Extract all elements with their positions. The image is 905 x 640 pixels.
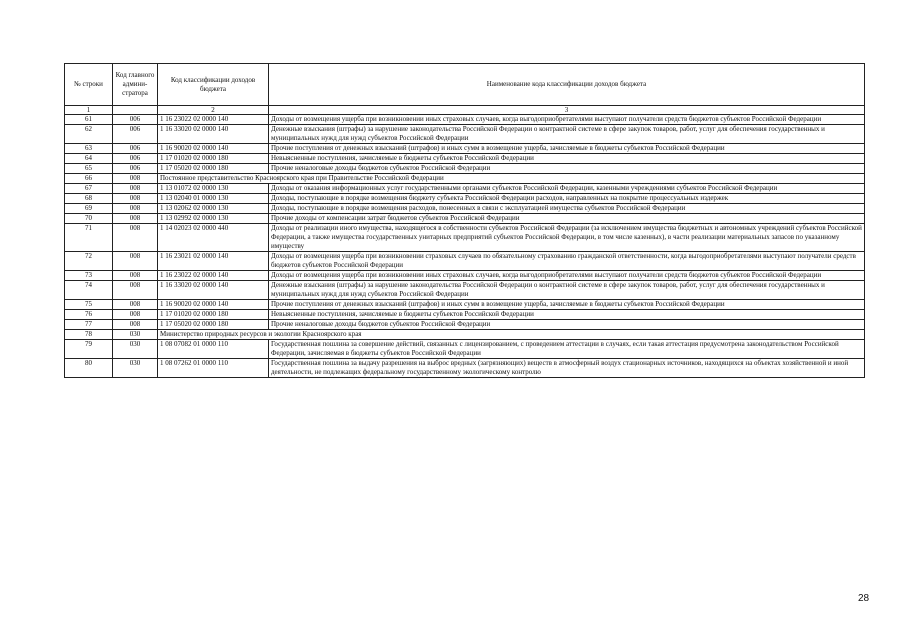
admin-code-cell: 006 (113, 115, 158, 125)
header-number-1: 1 (65, 106, 113, 115)
row-number-cell: 66 (65, 174, 113, 184)
header-number-2 (113, 106, 158, 115)
admin-code-cell: 008 (113, 271, 158, 281)
classification-name-cell: Доходы от возмещения ущерба при возникновении иных страховых случаев, когда выгодоприобретателями выступают получатели средств бюджетов субъектов Российской Федерации (269, 271, 865, 281)
classification-name-cell: Денежные взыскания (штрафы) за нарушение законодательства Российской Федерации о контрактной системе в сфере закупок товаров, работ, услуг для обеспечения государственных и муниципальных нужд для нужд субъектов Российской Федерации (269, 125, 865, 144)
table-row (65, 340, 865, 359)
table-row (65, 310, 865, 320)
row-number-cell: 62 (65, 125, 113, 144)
table-row (65, 224, 865, 252)
table-row (65, 184, 865, 194)
classification-name-cell: Доходы, поступающие в порядке возмещения расходов, понесенных в связи с эксплуатацией имущества субъектов Российской Федерации (269, 204, 865, 214)
row-number-cell: 80 (65, 359, 113, 378)
row-number-cell: 77 (65, 320, 113, 330)
table-row (65, 330, 865, 340)
classification-code-cell: 1 14 02023 02 0000 440 (158, 224, 269, 252)
administrator-name-cell: Министерство природных ресурсов и экологии Красноярского края (158, 330, 865, 340)
row-number-cell: 65 (65, 164, 113, 174)
classification-code-cell: 1 16 23022 02 0000 140 (158, 115, 269, 125)
header-admin-code: Код главного админи-стратора (113, 64, 158, 106)
classification-name-cell: Прочие поступления от денежных взысканий (штрафов) и иных сумм в возмещение ущерба, зачисляемые в бюджеты субъектов Российской Федерации (269, 300, 865, 310)
row-number-cell: 67 (65, 184, 113, 194)
classification-code-cell: 1 13 02040 01 0000 130 (158, 194, 269, 204)
classification-name-cell: Доходы от оказания информационных услуг государственными органами субъектов Российской Федерации, казенными учреждениями субъектов Российской Федерации (269, 184, 865, 194)
table-row (65, 252, 865, 271)
classification-code-cell: 1 08 07262 01 0000 110 (158, 359, 269, 378)
classification-name-cell: Прочие неналоговые доходы бюджетов субъектов Российской Федерации (269, 320, 865, 330)
row-number-cell: 78 (65, 330, 113, 340)
table-row (65, 194, 865, 204)
table-body (65, 115, 865, 378)
classification-code-cell: 1 08 07082 01 0000 110 (158, 340, 269, 359)
classification-code-cell: 1 16 90020 02 0000 140 (158, 144, 269, 154)
classification-name-cell: Доходы от возмещения ущерба при возникновении страховых случаев по обязательному страхованию гражданской ответственности, когда выгодоприобретателями выступают получатели средств бюджетов субъектов Российской Федерации (269, 252, 865, 271)
header-number-3: 3 (269, 106, 865, 115)
admin-code-cell: 008 (113, 214, 158, 224)
admin-code-cell: 006 (113, 125, 158, 144)
table-row (65, 204, 865, 214)
row-number-cell: 64 (65, 154, 113, 164)
row-number-cell: 76 (65, 310, 113, 320)
header-classification-code: Код классификации доходов бюджета (158, 64, 269, 106)
classification-name-cell: Доходы от возмещения ущерба при возникновении иных страховых случаев, когда выгодоприобретателями выступают получатели средств бюджетов субъектов Российской Федерации (269, 115, 865, 125)
page-number: 28 (858, 593, 870, 604)
classification-code-cell: 1 16 23021 02 0000 140 (158, 252, 269, 271)
row-number-cell: 61 (65, 115, 113, 125)
admin-code-cell: 008 (113, 184, 158, 194)
classification-name-cell: Государственная пошлина за совершение действий, связанных с лицензированием, с проведением аттестации в случаях, если такая аттестация предусмотрена законодательством Российской Федерации, зачисляемая в бюджеты субъектов Российской Федерации (269, 340, 865, 359)
row-number-cell: 70 (65, 214, 113, 224)
table-row (65, 271, 865, 281)
row-number-cell: 75 (65, 300, 113, 310)
table-row (65, 174, 865, 184)
table-row (65, 164, 865, 174)
admin-code-cell: 006 (113, 164, 158, 174)
classification-code-cell: 1 13 02992 02 0000 130 (158, 214, 269, 224)
classification-name-cell: Доходы от реализации иного имущества, находящегося в собственности субъектов Российской Федерации (за исключением имущества бюджетных и автономных учреждений субъектов Российской Федерации, а также имущества государственных унитарных предприятий субъектов Российской Федерации, в том числе казенных), в части реализации материальных запасов по указанному имуществу (269, 224, 865, 252)
header-row (65, 64, 865, 106)
classification-name-cell: Прочие неналоговые доходы бюджетов субъектов Российской Федерации (269, 164, 865, 174)
classification-name-cell: Невыясненные поступления, зачисляемые в бюджеты субъектов Российской Федерации (269, 310, 865, 320)
row-number-cell: 71 (65, 224, 113, 252)
table-row (65, 125, 865, 144)
table-row (65, 359, 865, 378)
classification-name-cell: Денежные взыскания (штрафы) за нарушение законодательства Российской Федерации о контрактной системе в сфере закупок товаров, работ, услуг для обеспечения государственных и муниципальных нужд для нужд субъектов Российской Федерации (269, 281, 865, 300)
admin-code-cell: 008 (113, 281, 158, 300)
row-number-cell: 72 (65, 252, 113, 271)
classification-name-cell: Прочие поступления от денежных взысканий (штрафов) и иных сумм в возмещение ущерба, зачисляемые в бюджеты субъектов Российской Федерации (269, 144, 865, 154)
admin-code-cell: 008 (113, 252, 158, 271)
administrator-name-cell: Постоянное представительство Красноярского края при Правительстве Российской Федерации (158, 174, 865, 184)
classification-code-cell: 1 17 05020 02 0000 180 (158, 320, 269, 330)
admin-code-cell: 008 (113, 320, 158, 330)
classification-code-cell: 1 16 33020 02 0000 140 (158, 125, 269, 144)
classification-code-cell: 1 17 05020 02 0000 180 (158, 164, 269, 174)
classification-code-cell: 1 16 33020 02 0000 140 (158, 281, 269, 300)
table-row (65, 300, 865, 310)
row-number-cell: 74 (65, 281, 113, 300)
admin-code-cell: 008 (113, 194, 158, 204)
classification-code-cell: 1 17 01020 02 0000 180 (158, 310, 269, 320)
table-row (65, 214, 865, 224)
classification-name-cell: Невыясненные поступления, зачисляемые в бюджеты субъектов Российской Федерации (269, 154, 865, 164)
classification-code-cell: 1 13 02062 02 0000 130 (158, 204, 269, 214)
header-number-2: 2 (158, 106, 269, 115)
header-row-number: № строки (65, 64, 113, 106)
classification-code-cell: 1 13 01072 02 0000 130 (158, 184, 269, 194)
row-number-cell: 68 (65, 194, 113, 204)
row-number-cell: 69 (65, 204, 113, 214)
admin-code-cell: 030 (113, 340, 158, 359)
header-classification-name: Наименование кода классификации доходов бюджета (269, 64, 865, 106)
classification-name-cell: Прочие доходы от компенсации затрат бюджетов субъектов Российской Федерации (269, 214, 865, 224)
admin-code-cell: 008 (113, 300, 158, 310)
classification-code-cell: 1 16 23022 02 0000 140 (158, 271, 269, 281)
row-number-cell: 79 (65, 340, 113, 359)
row-number-cell: 73 (65, 271, 113, 281)
classification-code-cell: 1 16 90020 02 0000 140 (158, 300, 269, 310)
row-number-cell: 63 (65, 144, 113, 154)
admin-code-cell: 030 (113, 330, 158, 340)
admin-code-cell: 008 (113, 224, 158, 252)
header-number-row (65, 106, 865, 115)
table-row (65, 154, 865, 164)
admin-code-cell: 006 (113, 144, 158, 154)
classification-name-cell: Государственная пошлина за выдачу разрешения на выброс вредных (загрязняющих) веществ в атмосферный воздух стационарных источников, находящихся на объектах хозяйственной и иной деятельности, не подлежащих федеральному государственному экологическому контролю (269, 359, 865, 378)
admin-code-cell: 008 (113, 174, 158, 184)
table-row (65, 144, 865, 154)
admin-code-cell: 008 (113, 204, 158, 214)
classification-code-cell: 1 17 01020 02 0000 180 (158, 154, 269, 164)
table-row (65, 320, 865, 330)
table-row (65, 115, 865, 125)
admin-code-cell: 030 (113, 359, 158, 378)
budget-classification-table (64, 63, 865, 378)
admin-code-cell: 006 (113, 154, 158, 164)
admin-code-cell: 008 (113, 310, 158, 320)
table-row (65, 281, 865, 300)
classification-name-cell: Доходы, поступающие в порядке возмещения бюджету субъекта Российской Федерации расходов, направленных на покрытие процессуальных издержек (269, 194, 865, 204)
